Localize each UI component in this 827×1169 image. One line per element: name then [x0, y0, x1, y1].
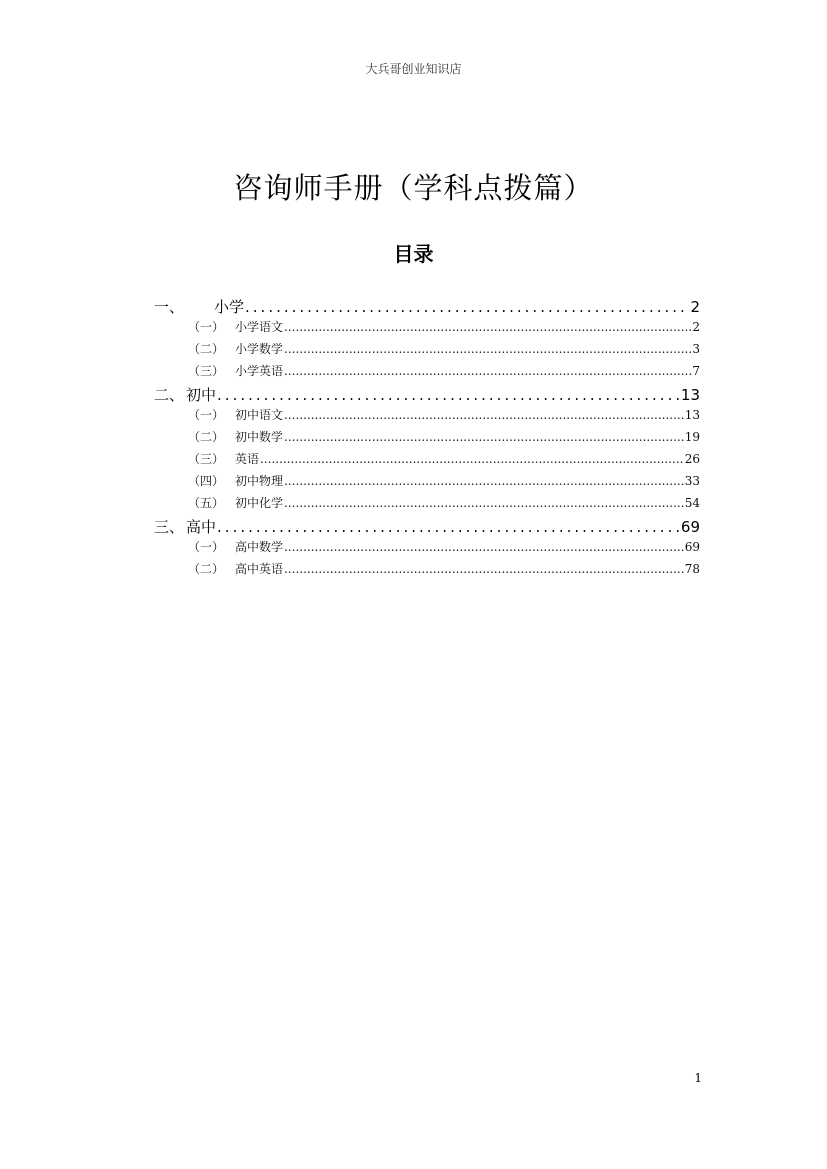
- toc-entry[interactable]: [154, 472, 700, 494]
- toc-page-number: 33: [684, 474, 700, 488]
- page-header: 大兵哥创业知识店: [365, 62, 462, 76]
- toc-entry[interactable]: [154, 340, 700, 362]
- toc-section-primary[interactable]: [154, 296, 700, 318]
- document-title: 咨询师手册（学科点拨篇）: [233, 171, 594, 205]
- toc-page-number: 26: [684, 452, 700, 466]
- toc-leader-dots: [245, 298, 689, 316]
- toc-entry[interactable]: [154, 560, 700, 582]
- table-of-contents: [154, 296, 700, 582]
- toc-entry-number: （一）: [188, 540, 225, 554]
- toc-leader-dots: [284, 562, 684, 576]
- toc-section-label: 初中: [186, 386, 217, 404]
- toc-entry-label: 小学数学: [235, 342, 284, 356]
- toc-entry-number: （一）: [188, 320, 225, 334]
- toc-entry-label: 初中物理: [235, 474, 284, 488]
- toc-entry-number: （三）: [188, 364, 225, 378]
- toc-leader-dots: [284, 496, 684, 510]
- toc-section-number: 二、: [154, 386, 185, 404]
- toc-page-number: 2: [690, 298, 700, 316]
- toc-section-number: 一、: [154, 298, 185, 316]
- toc-entry-number: （三）: [188, 452, 225, 466]
- toc-entry-number: （四）: [188, 474, 225, 488]
- toc-entry-label: 小学语文: [235, 320, 284, 334]
- toc-section-label: 高中: [186, 518, 217, 536]
- toc-entry-label: 小学英语: [235, 364, 284, 378]
- toc-page-number: 69: [684, 540, 700, 554]
- toc-entry[interactable]: [154, 428, 700, 450]
- toc-page-number: 3: [692, 342, 700, 356]
- toc-entry-number: （一）: [188, 408, 225, 422]
- toc-entry[interactable]: [154, 538, 700, 560]
- toc-leader-dots: [284, 474, 684, 488]
- toc-leader-dots: [217, 386, 680, 404]
- toc-section-number: 三、: [154, 518, 185, 536]
- toc-page-number: 69: [680, 518, 700, 536]
- toc-entry-label: 初中语文: [235, 408, 284, 422]
- toc-leader-dots: [284, 320, 691, 334]
- toc-entry-number: （二）: [188, 342, 225, 356]
- toc-entry-label: 高中数学: [235, 540, 284, 554]
- toc-entry-label: 英语: [235, 452, 260, 466]
- toc-entry-number: （二）: [188, 430, 225, 444]
- toc-leader-dots: [260, 452, 684, 466]
- toc-leader-dots: [217, 518, 680, 536]
- toc-leader-dots: [284, 408, 684, 422]
- toc-page-number: 54: [684, 496, 700, 510]
- toc-entry-label: 初中数学: [235, 430, 284, 444]
- toc-leader-dots: [284, 540, 684, 554]
- toc-section-label: 小学: [214, 298, 245, 316]
- toc-page-number: 7: [692, 364, 700, 378]
- toc-entry[interactable]: [154, 318, 700, 340]
- toc-page-number: 13: [684, 408, 700, 422]
- toc-entry-label: 初中化学: [235, 496, 284, 510]
- toc-entry-number: （五）: [188, 496, 225, 510]
- toc-section-senior[interactable]: [154, 516, 700, 538]
- toc-leader-dots: [284, 342, 691, 356]
- toc-section-junior[interactable]: [154, 384, 700, 406]
- toc-page-number: 78: [684, 562, 700, 576]
- toc-page-number: 2: [692, 320, 700, 334]
- page-number: 1: [694, 1071, 702, 1085]
- toc-entry-number: （二）: [188, 562, 225, 576]
- toc-entry-label: 高中英语: [235, 562, 284, 576]
- toc-entry[interactable]: [154, 362, 700, 384]
- toc-entry[interactable]: [154, 494, 700, 516]
- toc-page-number: 19: [684, 430, 700, 444]
- toc-entry[interactable]: [154, 450, 700, 472]
- toc-heading: 目录: [393, 242, 434, 266]
- toc-page-number: 13: [680, 386, 700, 404]
- toc-leader-dots: [284, 364, 691, 378]
- toc-leader-dots: [284, 430, 684, 444]
- toc-entry[interactable]: [154, 406, 700, 428]
